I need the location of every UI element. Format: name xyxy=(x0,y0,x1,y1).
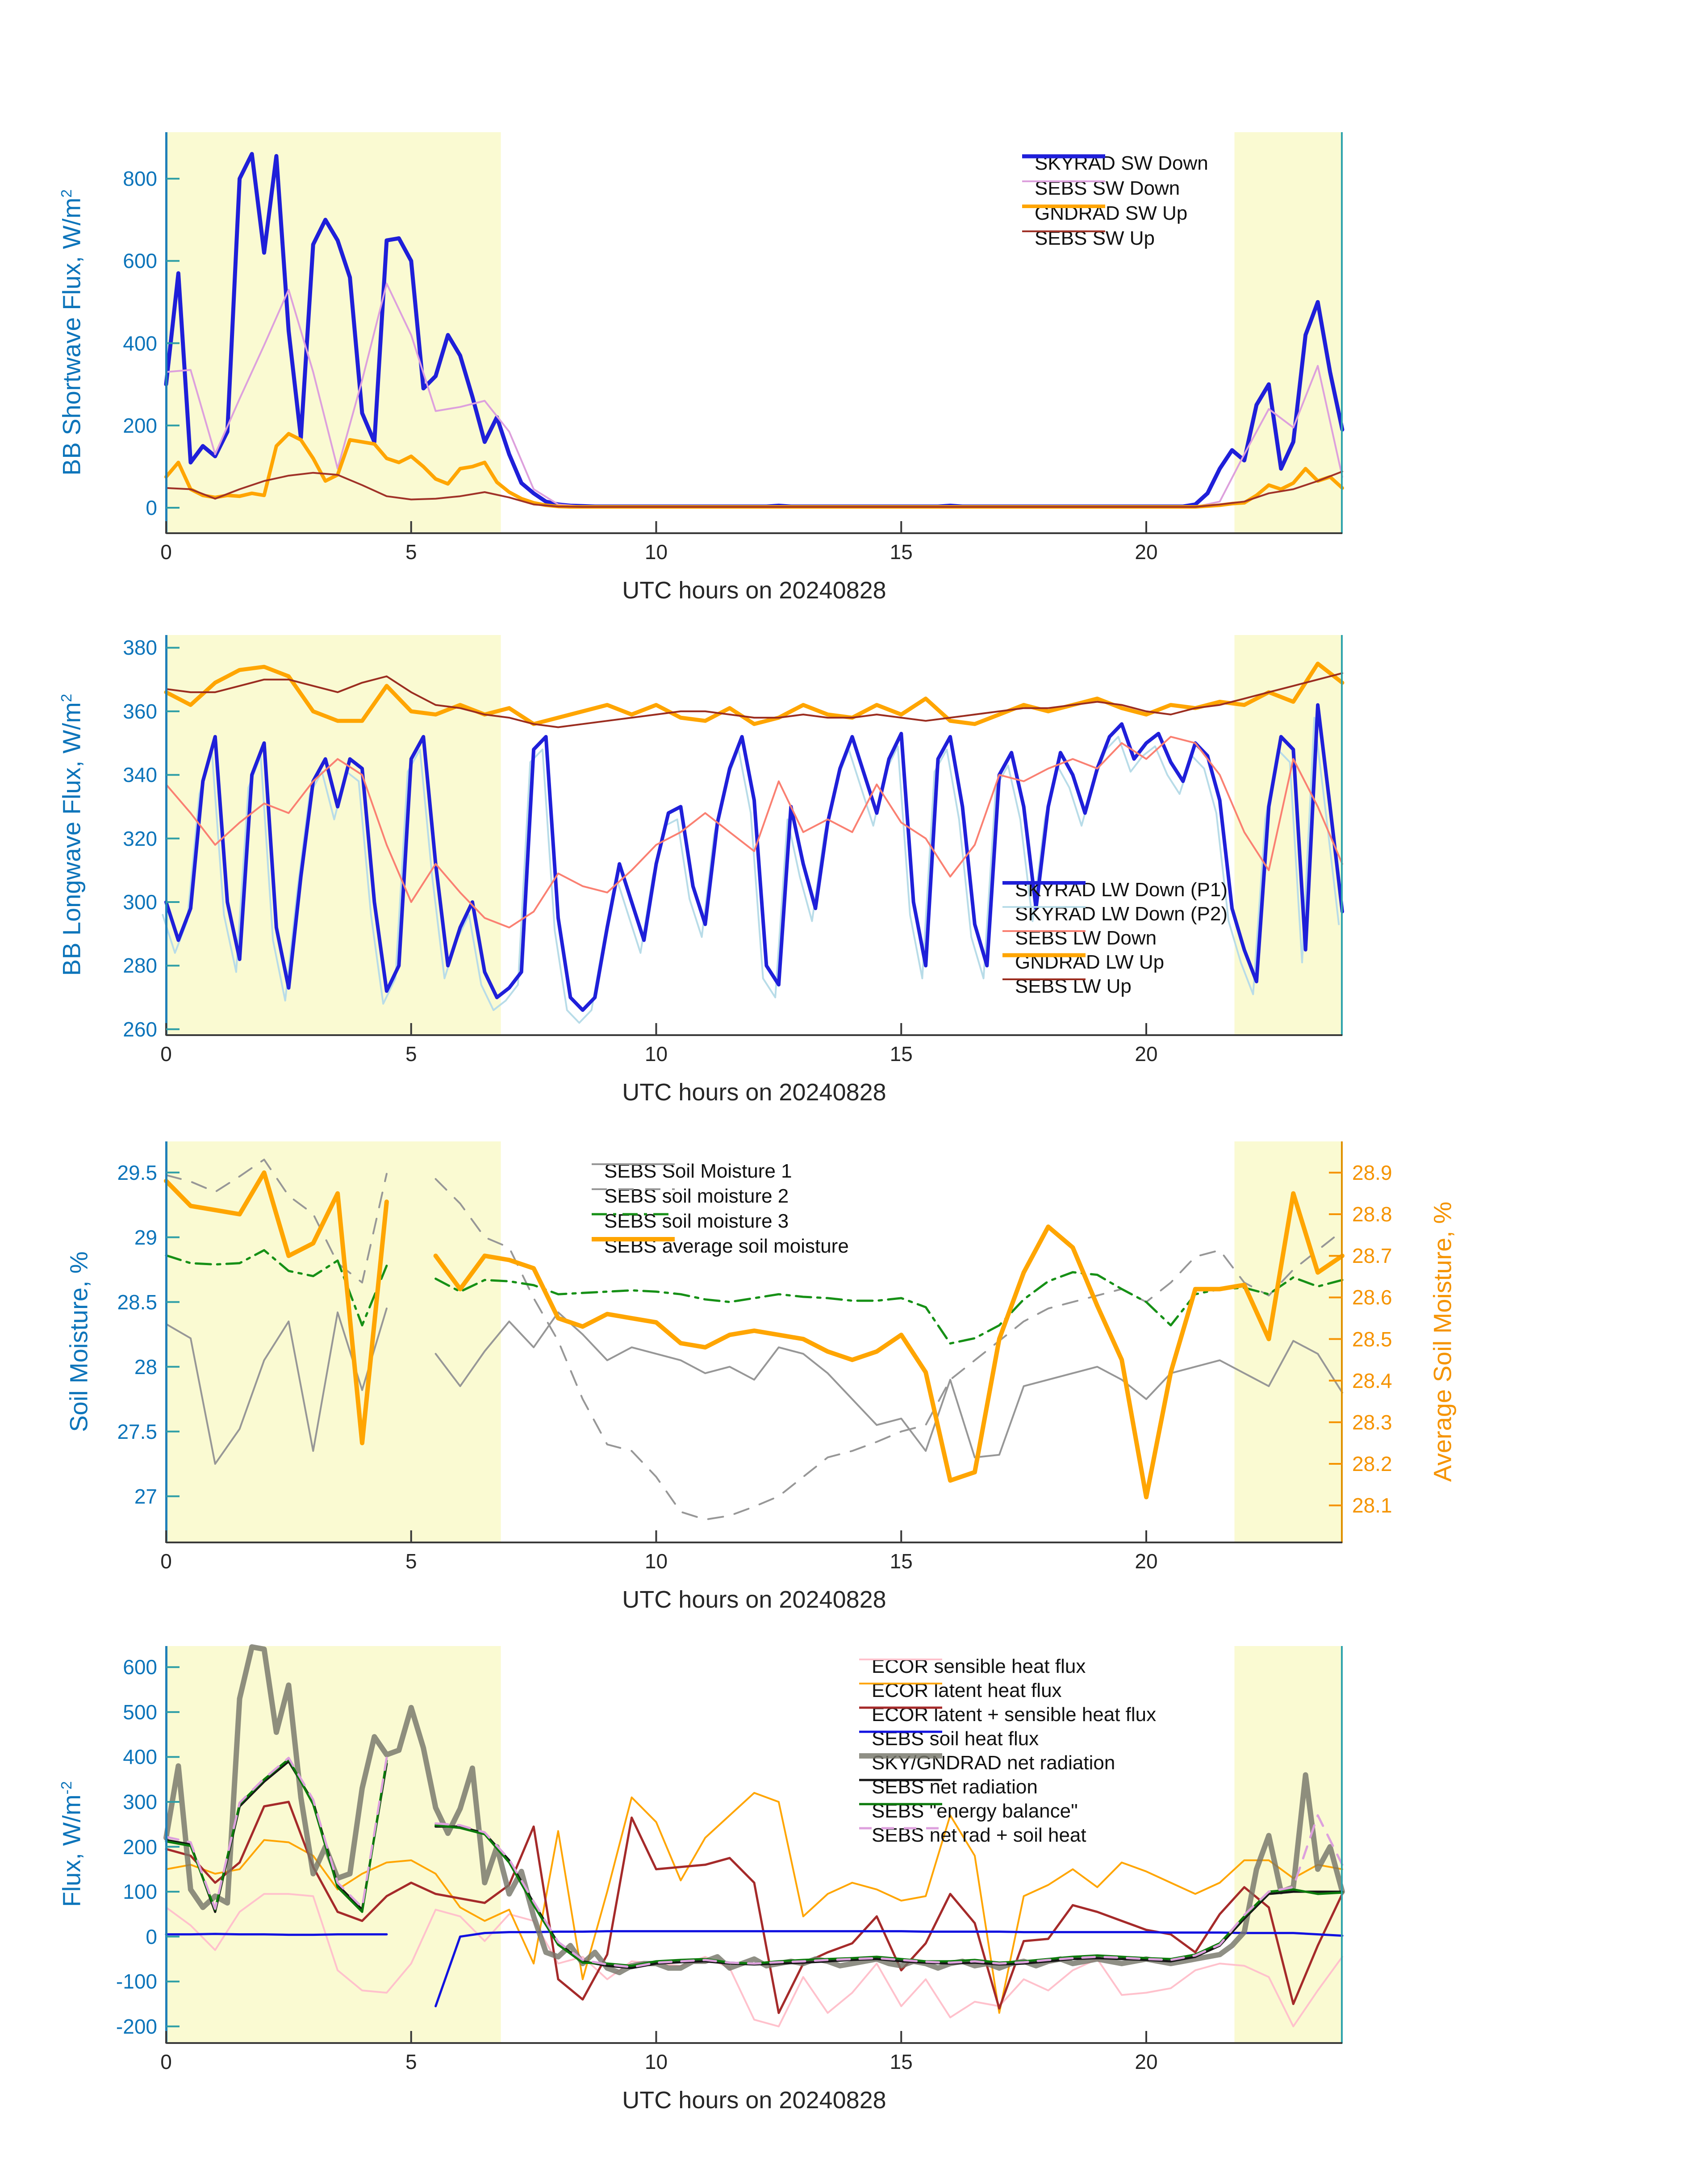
y-tick-label: 600 xyxy=(123,1655,157,1679)
legend-swatch xyxy=(858,1751,943,1760)
night-shading-band xyxy=(166,635,501,1036)
y-tick-label: 380 xyxy=(123,636,157,660)
y-tick-label: 600 xyxy=(123,249,157,273)
legend-label: SEBS "energy balance" xyxy=(872,1800,1078,1822)
series-line xyxy=(436,1179,1342,1520)
y-tick-label: 340 xyxy=(123,763,157,787)
legend-item xyxy=(1002,951,1164,974)
y-tick-label: 27 xyxy=(134,1484,157,1508)
y-tick-label: 260 xyxy=(123,1017,157,1041)
night-shading-band xyxy=(166,1646,501,2043)
legend-swatch xyxy=(591,1185,676,1194)
legend-swatch xyxy=(1021,227,1106,236)
plot-area-energy-flux xyxy=(166,1646,1342,2043)
right-y-tick-label: 28.3 xyxy=(1352,1410,1392,1434)
y-tick-label: 360 xyxy=(123,699,157,723)
legend-label: SEBS soil heat flux xyxy=(872,1728,1039,1750)
legend-swatch xyxy=(1002,903,1086,911)
y-tick-label: 200 xyxy=(123,414,157,437)
y-tick-label: 200 xyxy=(123,1835,157,1859)
x-tick-label: 5 xyxy=(405,2050,417,2073)
legend-item xyxy=(858,1727,1039,1751)
legend-label: SEBS net radiation xyxy=(872,1776,1038,1798)
right-y-tick-label: 28.4 xyxy=(1352,1369,1392,1392)
legend-item xyxy=(591,1210,789,1233)
series-line xyxy=(436,1194,1342,1497)
night-shading-band xyxy=(1235,1141,1342,1543)
legend-item xyxy=(858,1776,1038,1799)
y-tick-label: 27.5 xyxy=(117,1420,157,1443)
x-tick-label: 0 xyxy=(160,1550,172,1573)
y-tick-label: 500 xyxy=(123,1700,157,1724)
x-tick-label: 20 xyxy=(1135,2050,1158,2073)
legend-item xyxy=(858,1703,1156,1726)
panel-bb-longwave xyxy=(57,635,1342,1106)
legend-item xyxy=(1002,878,1228,902)
legend-label: SEBS net rad + soil heat xyxy=(872,1824,1086,1846)
legend-swatch xyxy=(1002,975,1086,984)
y-tick-label: -200 xyxy=(116,2014,157,2038)
legend-item xyxy=(1002,903,1228,926)
panel-bb-shortwave xyxy=(57,132,1342,604)
legend-label: SEBS Soil Moisture 1 xyxy=(604,1160,792,1182)
right-y-tick-label: 28.1 xyxy=(1352,1494,1392,1517)
x-tick-label: 15 xyxy=(889,1550,913,1573)
y-tick-label: 300 xyxy=(123,890,157,914)
x-tick-label: 5 xyxy=(405,540,417,564)
y-tick-label: 0 xyxy=(146,1925,157,1948)
y-tick-label: 400 xyxy=(123,1745,157,1769)
legend-label: SKYRAD LW Down (P2) xyxy=(1015,903,1228,925)
legend-swatch xyxy=(1002,951,1086,960)
legend-swatch xyxy=(591,1210,676,1219)
legend-swatch xyxy=(858,1800,943,1809)
legend-swatch xyxy=(1021,152,1106,161)
series-line xyxy=(436,1312,1342,1458)
legend-item xyxy=(1021,227,1155,250)
legend-swatch xyxy=(858,1679,943,1688)
legend-label: SEBS soil moisture 2 xyxy=(604,1185,789,1207)
x-axis-label: UTC hours on 20240828 xyxy=(622,2087,886,2114)
legend-label: SEBS LW Down xyxy=(1015,927,1157,949)
right-y-tick-label: 28.9 xyxy=(1352,1161,1392,1184)
legend-swatch xyxy=(1021,202,1106,211)
y-tick-label: 0 xyxy=(146,496,157,519)
legend-label: ECOR latent + sensible heat flux xyxy=(872,1704,1157,1726)
x-tick-label: 0 xyxy=(160,540,172,564)
legend-label: SEBS LW Up xyxy=(1015,975,1132,997)
legend-swatch xyxy=(858,1824,943,1833)
x-tick-label: 5 xyxy=(405,1550,417,1573)
legend-label: ECOR sensible heat flux xyxy=(872,1655,1086,1677)
right-y-tick-label: 28.5 xyxy=(1352,1327,1392,1351)
legend-item xyxy=(1002,975,1132,998)
legend-label: SKYRAD LW Down (P1) xyxy=(1015,879,1228,901)
legend-item xyxy=(858,1655,1086,1678)
x-tick-label: 10 xyxy=(644,2050,668,2073)
legend-label: SEBS average soil moisture xyxy=(604,1235,849,1257)
y-tick-label: 28.5 xyxy=(117,1290,157,1314)
y-tick-label: 320 xyxy=(123,827,157,850)
legend-label: SKYRAD SW Down xyxy=(1035,152,1208,174)
night-shading-band xyxy=(1235,132,1342,534)
x-tick-label: 0 xyxy=(160,1042,172,1066)
legend-item xyxy=(858,1751,1115,1775)
plot-area-bb-longwave-flux xyxy=(166,635,1342,1036)
x-tick-label: 20 xyxy=(1135,1550,1158,1573)
x-tick-label: 10 xyxy=(644,1042,668,1066)
legend-swatch xyxy=(1021,177,1106,186)
series-line xyxy=(166,1934,387,1935)
x-tick-label: 20 xyxy=(1135,540,1158,564)
legend-swatch xyxy=(858,1727,943,1736)
legend-label: SKY/GNDRAD net radiation xyxy=(872,1752,1115,1774)
legend-item xyxy=(858,1824,1086,1847)
legend-swatch xyxy=(1002,927,1086,936)
y-tick-label: 800 xyxy=(123,167,157,191)
legend-item xyxy=(591,1160,792,1183)
legend-item xyxy=(1002,927,1157,950)
legend-swatch xyxy=(858,1776,943,1784)
legend-swatch xyxy=(591,1160,676,1169)
x-tick-label: 15 xyxy=(889,540,913,564)
y-tick-label: 400 xyxy=(123,331,157,355)
series-line xyxy=(436,1272,1342,1344)
legend-swatch xyxy=(858,1703,943,1712)
x-tick-label: 20 xyxy=(1135,1042,1158,1066)
y-tick-label: 29 xyxy=(134,1225,157,1249)
legend-item xyxy=(1021,177,1180,200)
legend-swatch xyxy=(858,1655,943,1664)
right-y-tick-label: 28.8 xyxy=(1352,1203,1392,1226)
legend-swatch xyxy=(591,1235,676,1244)
legend-label: ECOR latent heat flux xyxy=(872,1680,1062,1701)
y-axis-label: Flux, $W/m^{-2}$ xyxy=(57,1781,86,1907)
x-axis-label: UTC hours on 20240828 xyxy=(622,1586,886,1613)
right-y-tick-label: 28.7 xyxy=(1352,1244,1392,1268)
legend-item xyxy=(1021,202,1187,225)
y-tick-label: -100 xyxy=(116,1970,157,1993)
x-tick-label: 15 xyxy=(889,2050,913,2073)
legend-swatch xyxy=(1002,878,1086,887)
y-axis-label: Soil Moisture, % xyxy=(64,1251,93,1432)
x-axis-label: UTC hours on 20240828 xyxy=(622,1079,886,1106)
legend-item xyxy=(1021,152,1208,175)
x-tick-label: 5 xyxy=(405,1042,417,1066)
legend-label: GNDRAD LW Up xyxy=(1015,951,1165,973)
y-tick-label: 300 xyxy=(123,1790,157,1813)
night-shading-band xyxy=(1235,635,1342,1036)
legend-label: SEBS soil moisture 3 xyxy=(604,1210,789,1232)
legend-label: SEBS SW Up xyxy=(1035,227,1155,249)
legend-item xyxy=(858,1679,1062,1702)
x-axis-label: UTC hours on 20240828 xyxy=(622,577,886,604)
y-tick-label: 100 xyxy=(123,1880,157,1904)
y-tick-label: 29.5 xyxy=(117,1161,157,1184)
legend-item xyxy=(858,1800,1078,1823)
y-tick-label: 280 xyxy=(123,954,157,978)
panel-energy-flux xyxy=(57,1646,1342,2114)
y-axis-label: BB Shortwave Flux, $W/m^2$ xyxy=(57,189,86,476)
x-tick-label: 0 xyxy=(160,2050,172,2073)
x-tick-label: 10 xyxy=(644,540,668,564)
legend-label: SEBS SW Down xyxy=(1035,177,1180,199)
y-tick-label: 28 xyxy=(134,1355,157,1379)
x-tick-label: 10 xyxy=(644,1550,668,1573)
legend-item xyxy=(591,1235,849,1258)
y-axis-label: BB Longwave Flux, $W/m^2$ xyxy=(57,694,86,976)
panel-soil-moisture xyxy=(64,1141,1457,1613)
x-tick-label: 15 xyxy=(889,1042,913,1066)
legend-item xyxy=(591,1185,789,1208)
night-shading-band xyxy=(166,132,501,534)
right-y-tick-label: 28.2 xyxy=(1352,1452,1392,1475)
right-y-axis-label: Average Soil Moisture, % xyxy=(1428,1201,1457,1482)
legend-label: GNDRAD SW Up xyxy=(1035,202,1188,224)
right-y-tick-label: 28.6 xyxy=(1352,1286,1392,1309)
